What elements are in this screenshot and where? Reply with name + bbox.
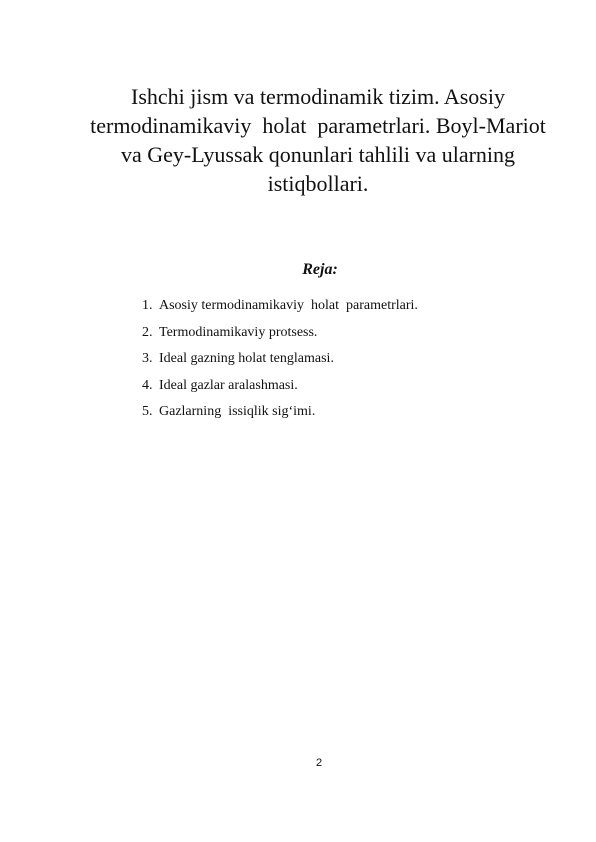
plan-heading: Reja: [302, 261, 338, 278]
title-line: istiqbollari. [267, 171, 369, 196]
plan-item-number: 1. [142, 298, 153, 313]
title-line: Ishchi jism va termodinamik tizim. Asosiy [131, 84, 505, 109]
plan-item [142, 399, 418, 426]
plan-item-text: Termodinamikaviy protsess. [159, 324, 318, 340]
page-number: 2 [315, 757, 323, 769]
plan-item [142, 373, 418, 400]
plan-item [142, 320, 418, 347]
plan-item-text: Ideal gazning holat tenglamasi. [159, 351, 334, 366]
plan-item-number: 4. [142, 377, 153, 393]
plan-item-text: Ideal gazlar aralashmasi. [159, 377, 298, 393]
plan-item-number: 3. [142, 351, 153, 366]
plan-list [142, 293, 418, 426]
title-line: termodinamikaviy holat parametrlari. Boyl-Mariot [90, 113, 546, 138]
plan-item-number: 5. [142, 404, 153, 419]
title-line: va Gey-Lyussak qonunlari tahlili va ularning [120, 142, 516, 167]
plan-item-number: 2. [142, 324, 153, 340]
plan-item [142, 293, 418, 320]
plan-item [142, 346, 418, 373]
plan-item-text: Asosiy termodinamikaviy holat parametrlari. [159, 298, 418, 313]
plan-item-text: Gazlarning issiqlik sig‘imi. [159, 404, 316, 419]
document-title [60, 82, 576, 198]
